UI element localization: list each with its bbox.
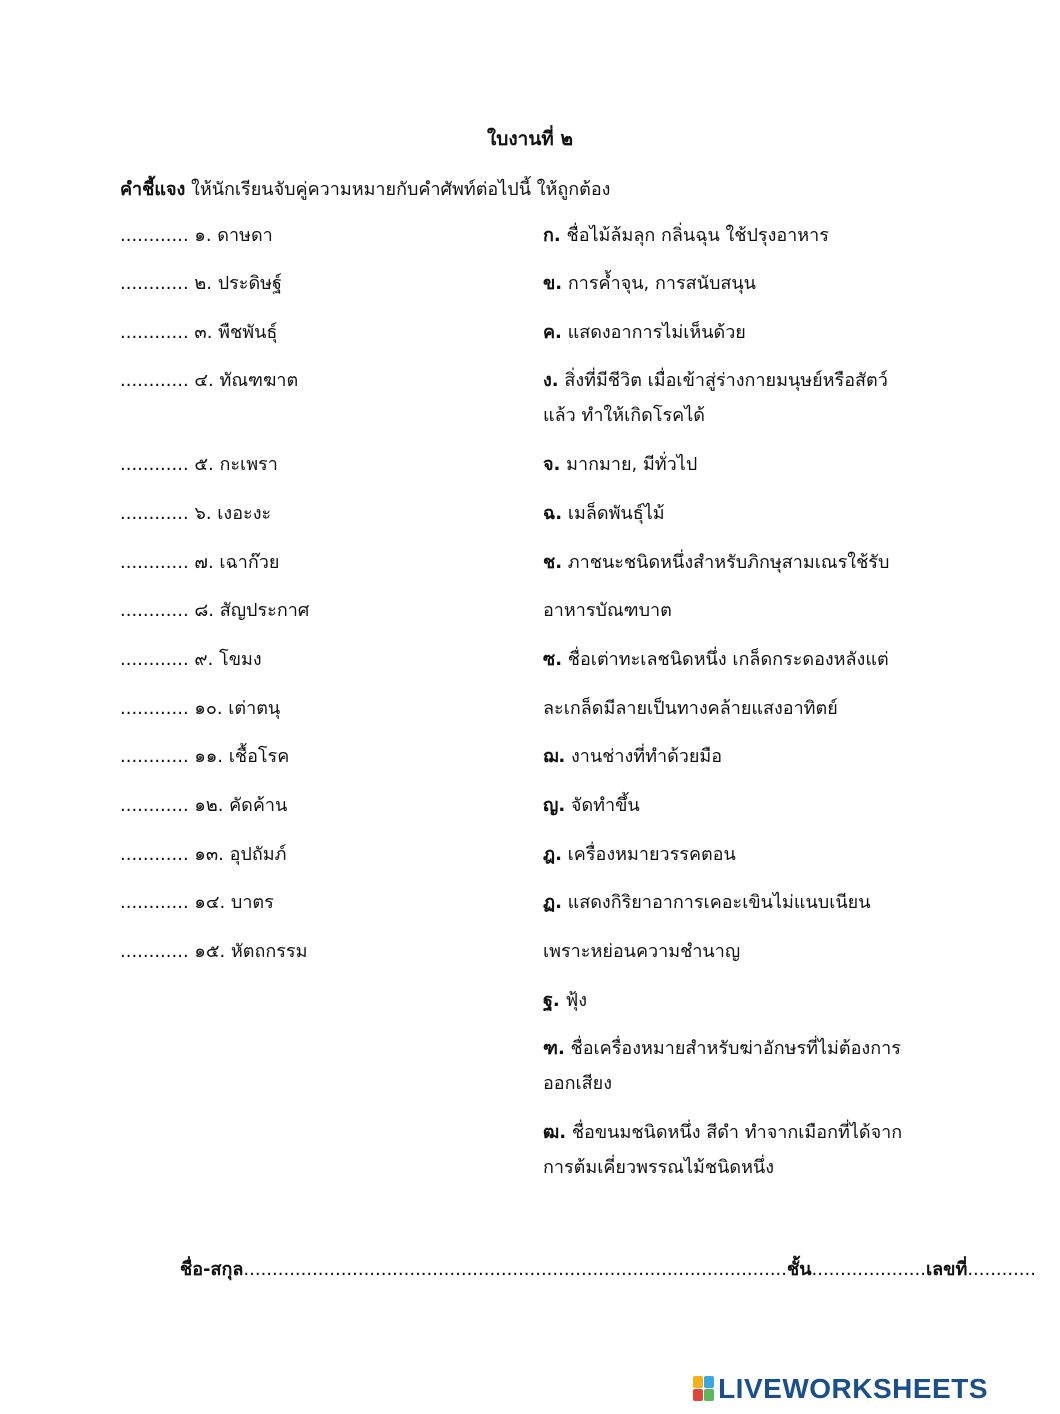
meaning-letter: ง. (543, 370, 559, 391)
meaning-letter: ฏ. (543, 892, 562, 913)
meaning-letter: ซ. (543, 649, 563, 670)
word-item (120, 843, 286, 867)
name-label: ชื่อ-สกุล (180, 1259, 244, 1280)
answer-blank[interactable]: ............ (120, 844, 189, 865)
number-blank[interactable]: ............ (967, 1259, 1036, 1280)
meaning-letter: ฌ. (543, 746, 566, 767)
answer-blank[interactable]: ............ (120, 552, 189, 573)
word-label: ๕. กะเพรา (194, 454, 278, 475)
meaning-text: แสดงอาการไม่เห็นด้วย (561, 322, 746, 343)
meaning-text: ภาชนะชนิดหนึ่งสำหรับภิกษุสามเณรใช้รับ (562, 552, 890, 573)
meaning-text: เครื่องหมายวรรคตอน (561, 844, 736, 865)
meaning-item-continued (543, 599, 672, 623)
meaning-letter: ฎ. (543, 844, 562, 865)
student-info (180, 1254, 1036, 1283)
meaning-text: การค้ำจุน, การสนับสนุน (562, 273, 756, 294)
meaning-text: สิ่งที่มีชีวิต เมื่อเข้าสู่ร่างกายมนุษย์หรือสัตว์ (558, 370, 888, 391)
meaning-item (543, 843, 736, 867)
word-label: ๑. ดาษดา (194, 225, 273, 246)
meaning-text: เมล็ดพันธุ์ไม้ (562, 503, 665, 524)
meaning-letter: ช. (543, 552, 563, 573)
meaning-item (543, 794, 640, 818)
word-item (120, 794, 287, 818)
meaning-letter: ก. (543, 225, 561, 246)
word-item (120, 321, 277, 345)
word-item (120, 502, 271, 526)
word-label: ๘. สัญประกาศ (194, 600, 310, 621)
answer-blank[interactable]: ............ (120, 892, 189, 913)
instruction-text: ให้นักเรียนจับคู่ความหมายกับคำศัพท์ต่อไปนี้ ให้ถูกต้อง (185, 179, 611, 200)
meaning-text: ชื่อขนมชนิดหนึ่ง สีดำ ทำจากเมือกที่ได้จาก (566, 1122, 903, 1143)
meaning-item-continued (543, 404, 705, 428)
liveworksheets-logo (693, 1374, 988, 1404)
meaning-item (543, 369, 888, 393)
answer-blank[interactable]: ............ (120, 370, 189, 391)
answer-blank[interactable]: ............ (120, 795, 189, 816)
word-item (120, 369, 298, 393)
meaning-text: ละเกล็ดมีลายเป็นทางคล้ายแสงอาทิตย์ (543, 698, 838, 719)
name-blank[interactable]: ............................................................................................... (243, 1259, 787, 1280)
word-item (120, 599, 309, 623)
answer-blank[interactable]: ............ (120, 941, 189, 962)
meaning-letter: ฉ. (543, 503, 563, 524)
answer-blank[interactable]: ............ (120, 600, 189, 621)
word-item (120, 891, 274, 915)
answer-blank[interactable]: ............ (120, 273, 189, 294)
meaning-item (543, 321, 746, 345)
meaning-text: ฟุ้ง (559, 990, 588, 1011)
word-item (120, 940, 307, 964)
meaning-item (543, 1121, 902, 1145)
word-label: ๒. ประดิษฐ์ (194, 273, 282, 294)
word-label: ๑๕. หัตถกรรม (194, 941, 308, 962)
word-item (120, 648, 262, 672)
meaning-text: จัดทำขึ้น (565, 795, 640, 816)
meaning-text: การต้มเคี่ยวพรรณไม้ชนิดหนึ่ง (543, 1157, 775, 1178)
word-item (120, 272, 282, 296)
meaning-text: อาหารบัณฑบาต (543, 600, 672, 621)
meaning-item-continued (543, 697, 838, 721)
meaning-item (543, 745, 722, 769)
class-blank[interactable]: .................... (811, 1259, 926, 1280)
meaning-item (543, 453, 697, 477)
meaning-text: มากมาย, มีทั่วไป (560, 454, 698, 475)
meaning-item (543, 272, 756, 296)
meaning-item (543, 891, 871, 915)
meaning-item (543, 1037, 901, 1061)
meaning-text: ชื่อเครื่องหมายสำหรับฆ่าอักษรที่ไม่ต้องการ (564, 1038, 901, 1059)
word-label: ๖. เงอะงะ (194, 503, 272, 524)
number-label: เลขที่ (925, 1259, 968, 1280)
meaning-item (543, 989, 587, 1013)
meaning-letter: ฐ. (543, 990, 560, 1011)
answer-blank[interactable]: ............ (120, 225, 189, 246)
word-label: ๑๒. คัดค้าน (194, 795, 288, 816)
meaning-text: งานช่างที่ทำด้วยมือ (565, 746, 723, 767)
word-label: ๑๑. เชื้อโรค (194, 746, 290, 767)
answer-blank[interactable]: ............ (120, 503, 189, 524)
word-item (120, 453, 278, 477)
meaning-item (543, 224, 829, 248)
meaning-text: ชื่อไม้ล้มลุก กลิ่นฉุน ใช้ปรุงอาหาร (560, 225, 829, 246)
meaning-text: ออกเสียง (543, 1073, 612, 1094)
meaning-letter: ข. (543, 273, 563, 294)
meaning-text: ชื่อเต่าทะเลชนิดหนึ่ง เกล็ดกระดองหลังแต่ (562, 649, 889, 670)
meaning-item (543, 551, 889, 575)
word-label: ๑๓. อุปถัมภ์ (194, 844, 287, 865)
meaning-text: แล้ว ทำให้เกิดโรคได้ (543, 405, 705, 426)
word-label: ๓. พืชพันธุ์ (194, 322, 278, 343)
answer-blank[interactable]: ............ (120, 322, 189, 343)
liveworksheets-icon (693, 1376, 715, 1402)
word-label: ๑๔. บาตร (194, 892, 274, 913)
meaning-letter: ญ. (543, 795, 566, 816)
word-item (120, 551, 279, 575)
meaning-item (543, 648, 889, 672)
word-label: ๔. ทัณฑฆาต (194, 370, 299, 391)
answer-blank[interactable]: ............ (120, 746, 189, 767)
answer-blank[interactable]: ............ (120, 649, 189, 670)
class-label: ชั้น (786, 1259, 812, 1280)
word-item (120, 224, 273, 248)
word-label: ๙. โขมง (194, 649, 262, 670)
brand-text: LIVEWORKSHEETS (718, 1373, 988, 1404)
word-label: ๗. เฉาก๊วย (194, 552, 280, 573)
meaning-letter: จ. (543, 454, 561, 475)
meaning-item (543, 502, 665, 526)
answer-blank[interactable]: ............ (120, 454, 189, 475)
meaning-text: แสดงกิริยาอาการเคอะเขินไม่แนบเนียน (561, 892, 871, 913)
meaning-letter: ค. (543, 322, 562, 343)
meaning-letter: ฑ. (543, 1038, 565, 1059)
word-item (120, 745, 289, 769)
word-label: ๑๐. เต่าตนุ (194, 698, 281, 719)
answer-blank[interactable]: ............ (120, 698, 189, 719)
meaning-item-continued (543, 1156, 774, 1180)
meaning-item-continued (543, 1072, 612, 1096)
meaning-item-continued (543, 940, 740, 964)
instruction-label: คำชี้แจง (120, 179, 186, 200)
worksheet-title: ใบงานที่ ๒ (487, 128, 573, 150)
meaning-letter: ฒ. (543, 1122, 567, 1143)
meaning-text: เพราะหย่อนความชำนาญ (543, 941, 741, 962)
instruction (120, 174, 610, 203)
word-item (120, 697, 280, 721)
